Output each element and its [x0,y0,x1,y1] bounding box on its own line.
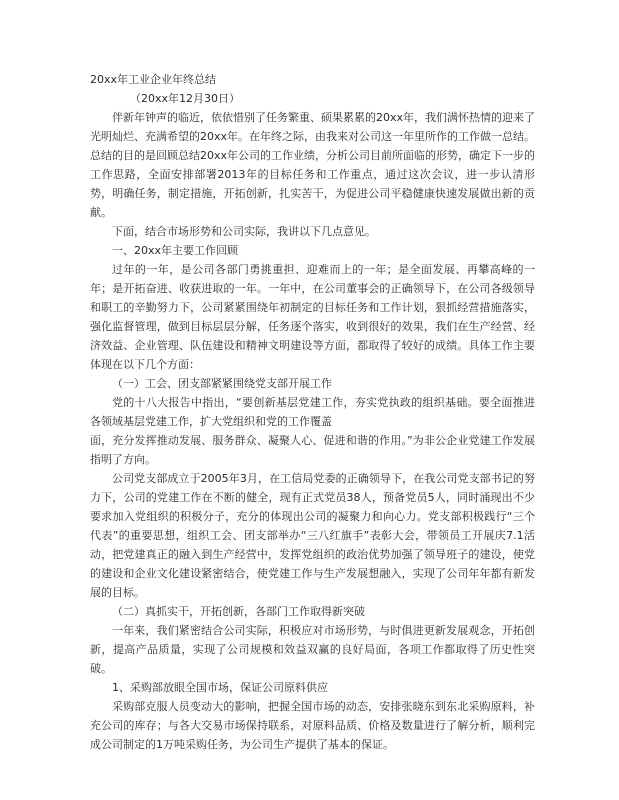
item-heading-procurement: 1、采购部放眼全国市场，保证公司原料供应 [112,681,328,694]
paragraph-party-quote-cont: 面，充分发挥推动发展、服务群众、凝聚人心、促进和谐的作用。”为非公企业党建工作发展指明了方向。 [90,434,535,466]
section-heading-review: 一、20xx年主要工作回顾 [112,244,239,257]
document-title: 20xx年工业企业年终总结 [90,73,217,86]
paragraph-party-quote: 党的十八大报告中指出，“要创新基层党建工作，夯实党执政的组织基础。要全面推进各领域基层党建工作，扩大党组织和党的工作覆盖 [90,396,535,428]
paragraph-review: 过年的一年，是公司各部门勇挑重担、迎难而上的一年；是全面发展、再攀高峰的一年；是开拓奋进、收获进取的一年。一年中，在公司董事会的正确领导下，在公司各级领导和职工的辛勤努力下，公司紧紧围绕年初制定的目标任务和工作计划，狠抓经营措施落实，强化监督管理，做到目标层层分解，任务逐个落实，收到很好的效果，我们在生产经营、经济效益、企业管理、队伍建设和精神文明建设等方面，都取得了较好的成绩。具体工作主要体现在以下几个方面： [90,263,535,371]
subsection-heading-innovation: （二）真抓实干，开拓创新，各部门工作取得新突破 [112,605,365,618]
document-date: （20xx年12月30日） [130,92,241,105]
paragraph-procurement: 采购部克服人员变动大的影响，把握全国市场的动态，安排张晓东到东北采购原料，补充公司的库存；与各大交易市场保持联系，对原料品质、价格及数量进行了解分析，顺利完成公司制定的1万吨采购任务，为公司生产提供了基本的保证。 [90,700,535,751]
paragraph-innovation: 一年来，我们紧密结合公司实际，积极应对市场形势，与时俱进更新发展观念，开拓创新，提高产品质量，实现了公司规模和效益双赢的良好局面，各项工作都取得了历史性突破。 [90,624,535,675]
paragraph-party-branch: 公司党支部成立于2005年3月，在工信局党委的正确领导下，在我公司党支部书记的努力下，公司的党建工作在不断的健全，现有正式党员38人，预备党员5人，同时涌现出不少要求加入党组织的积极分子，充分的体现出公司的凝聚力和向心力。党支部积极践行“三个代表”的重要思想，组织工会、团支部举办“三八红旗手”表彰大会，带领员工开展庆7.1活动，把党建真正的融入到生产经营中，发挥党组织的政治优势加强了领导班子的建设，使党的建设和企业文化建设紧密结合，使党建工作与生产发展想融入，实现了公司年年都有新发展的目标。 [90,472,535,599]
paragraph-intro: 伴新年钟声的临近，依依惜别了任务繁重、硕果累累的20xx年，我们满怀热情的迎来了光明灿烂、充满希望的20xx年。在年终之际，由我来对公司这一年里所作的工作做一总结。总结的目的是回顾总结20xx年公司的工作业绩，分析公司目前所面临的形势，确定下一步的工作思路，全面安排部署2013年的目标任务和工作重点，通过这次会议，进一步认清形势，明确任务，制定措施，开拓创新，扎实苦干，为促进公司平稳健康快速发展做出新的贡献。 [90,111,536,219]
paragraph-outline: 下面，结合市场形势和公司实际，我讲以下几点意见。 [112,225,376,238]
document-page [90,70,535,754]
subsection-heading-party: （一）工会、团支部紧紧围绕党支部开展工作 [112,377,332,390]
